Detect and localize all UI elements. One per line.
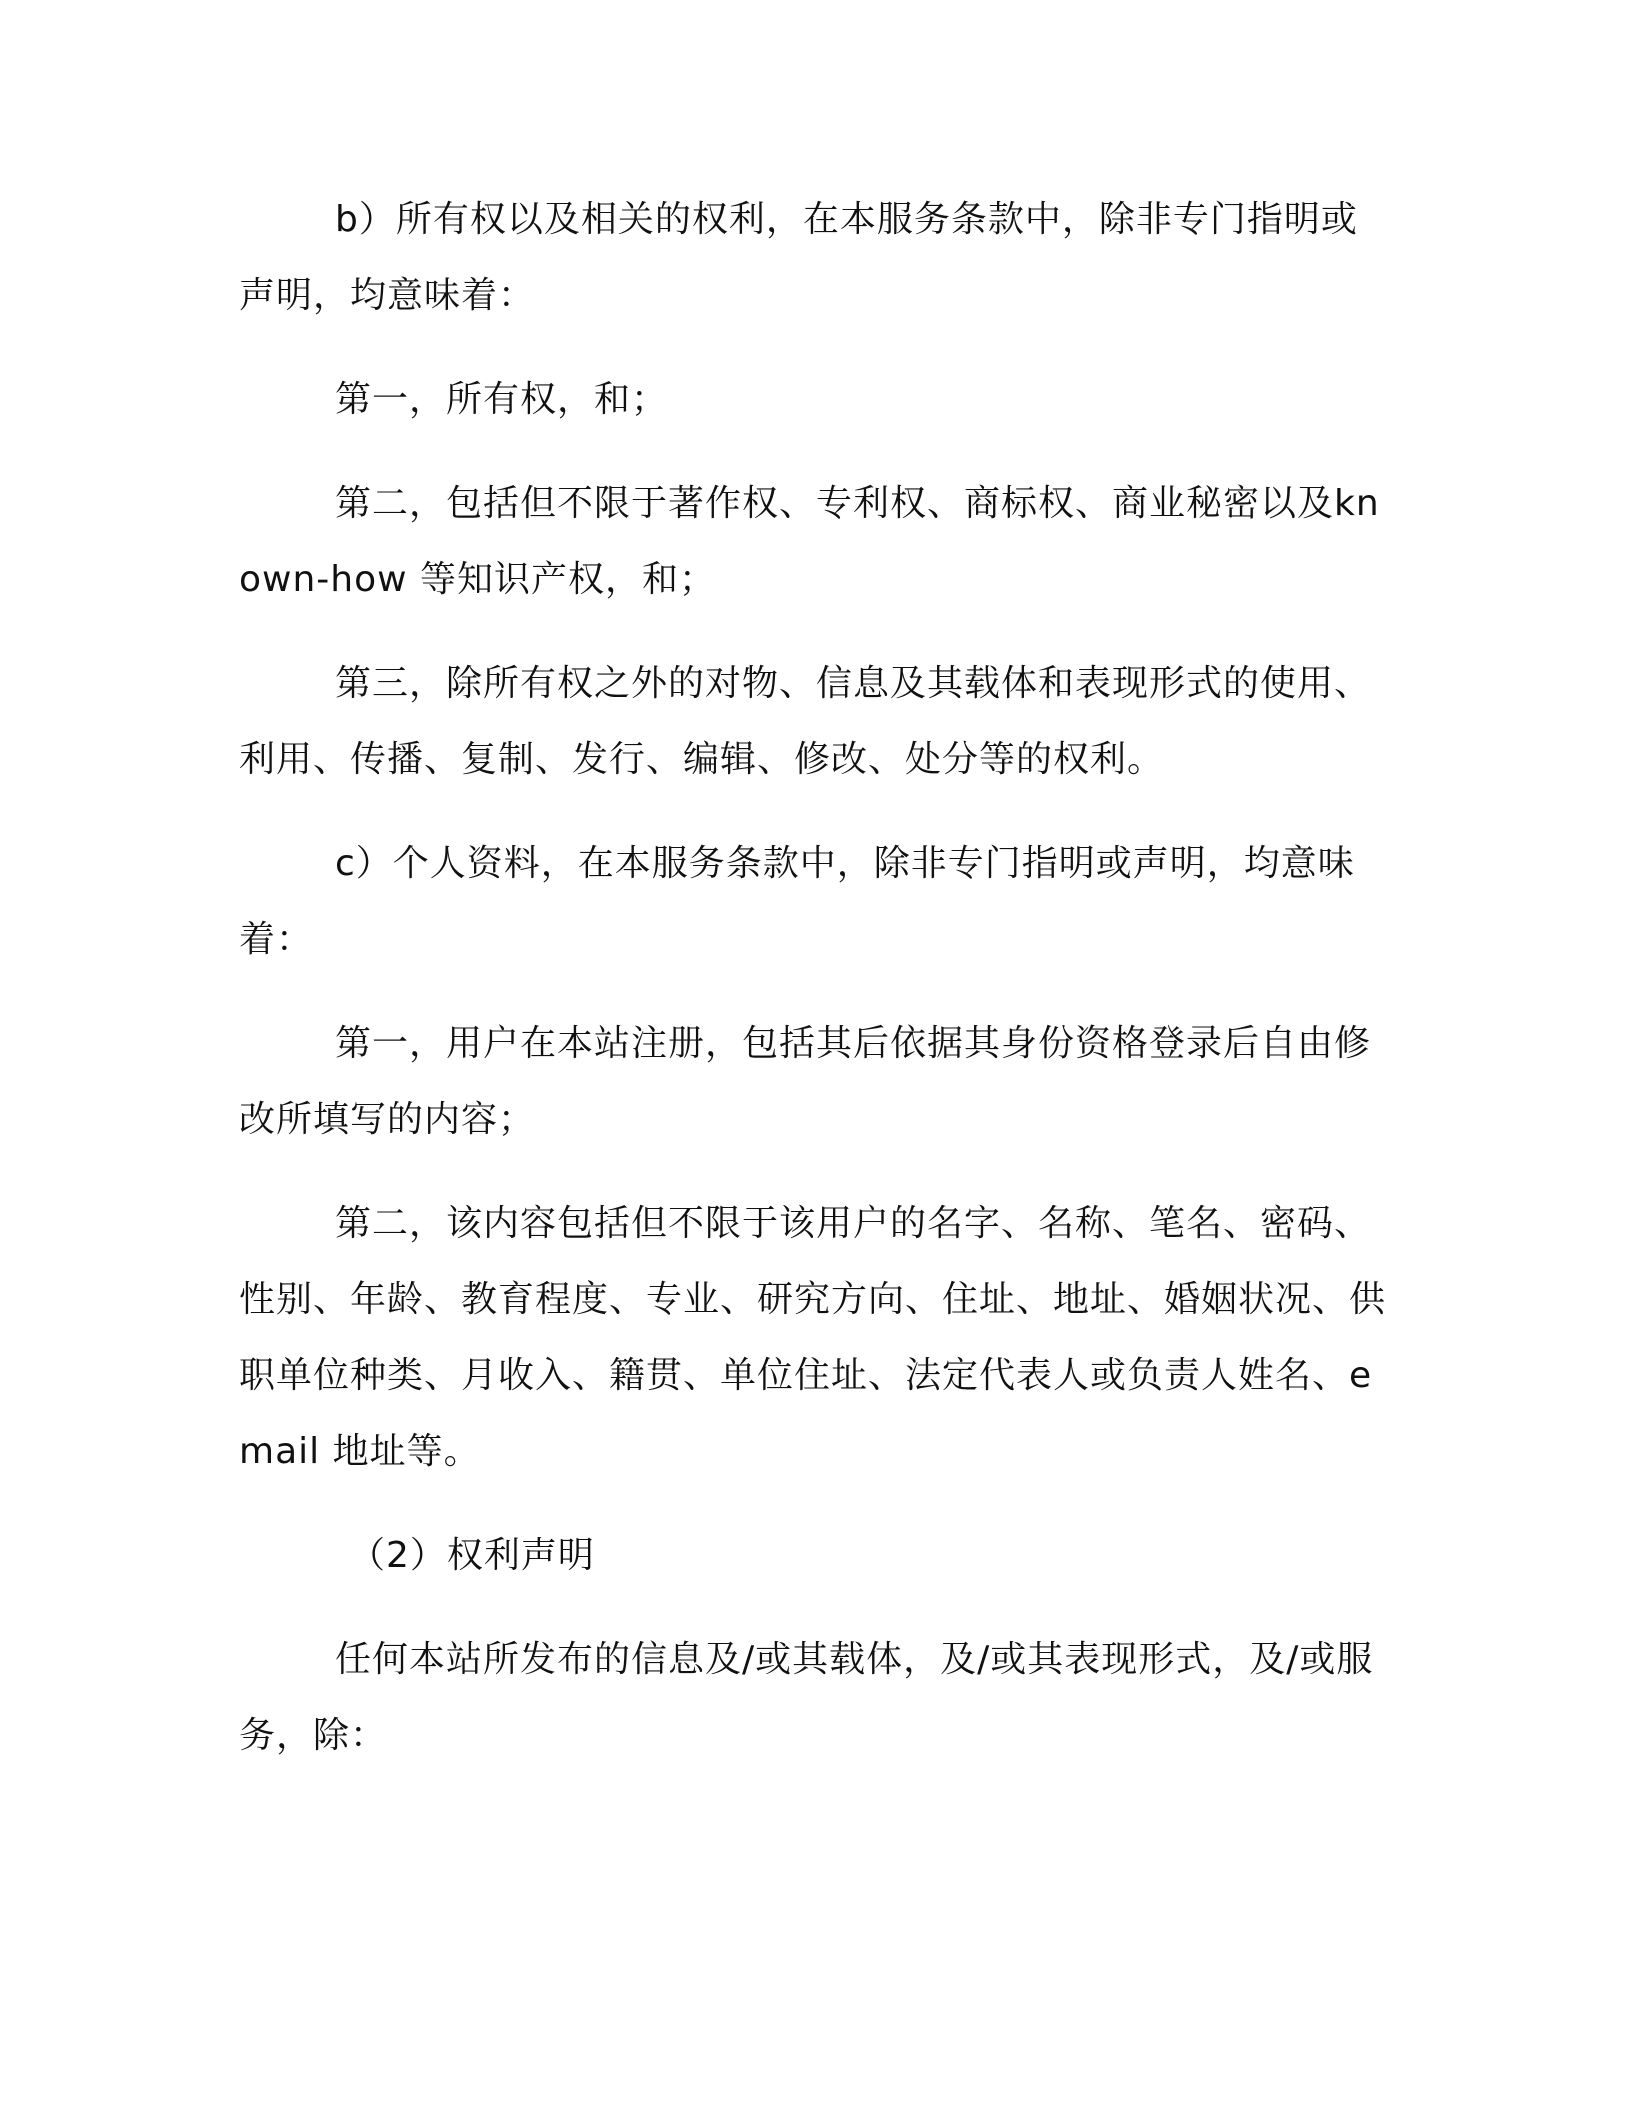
paragraph-second-personal-fields: 第二，该内容包括但不限于该用户的名字、名称、笔名、密码、性别、年龄、教育程度、专业、研究方向、住址、地址、婚姻状况、供职单位种类、月收入、籍贯、单位住址、法定代表人或负责人姓名、email 地址等。	[239, 1203, 1387, 1472]
paragraph-second-ip-rights: 第二，包括但不限于著作权、专利权、商标权、商业秘密以及known-how 等知识产权，和；	[239, 483, 1380, 600]
paragraph-published-information: 任何本站所发布的信息及/或其载体，及/或其表现形式，及/或服务，除：	[239, 1639, 1374, 1756]
paragraph-ownership-definition: b）所有权以及相关的权利，在本服务条款中，除非专门指明或声明，均意味着：	[239, 199, 1358, 316]
document-body	[239, 182, 1389, 1802]
paragraph-third-usage-rights: 第三，除所有权之外的对物、信息及其载体和表现形式的使用、利用、传播、复制、发行、编辑、修改、处分等的权利。	[239, 663, 1372, 780]
section-heading-rights-statement: （2）权利声明	[349, 1535, 595, 1576]
paragraph-personal-data-definition: c）个人资料，在本服务条款中，除非专门指明或声明，均意味着：	[239, 843, 1355, 960]
paragraph-first-registration-content: 第一，用户在本站注册，包括其后依据其身份资格登录后自由修改所填写的内容；	[239, 1023, 1372, 1140]
paragraph-first-ownership: 第一，所有权，和；	[335, 379, 669, 420]
